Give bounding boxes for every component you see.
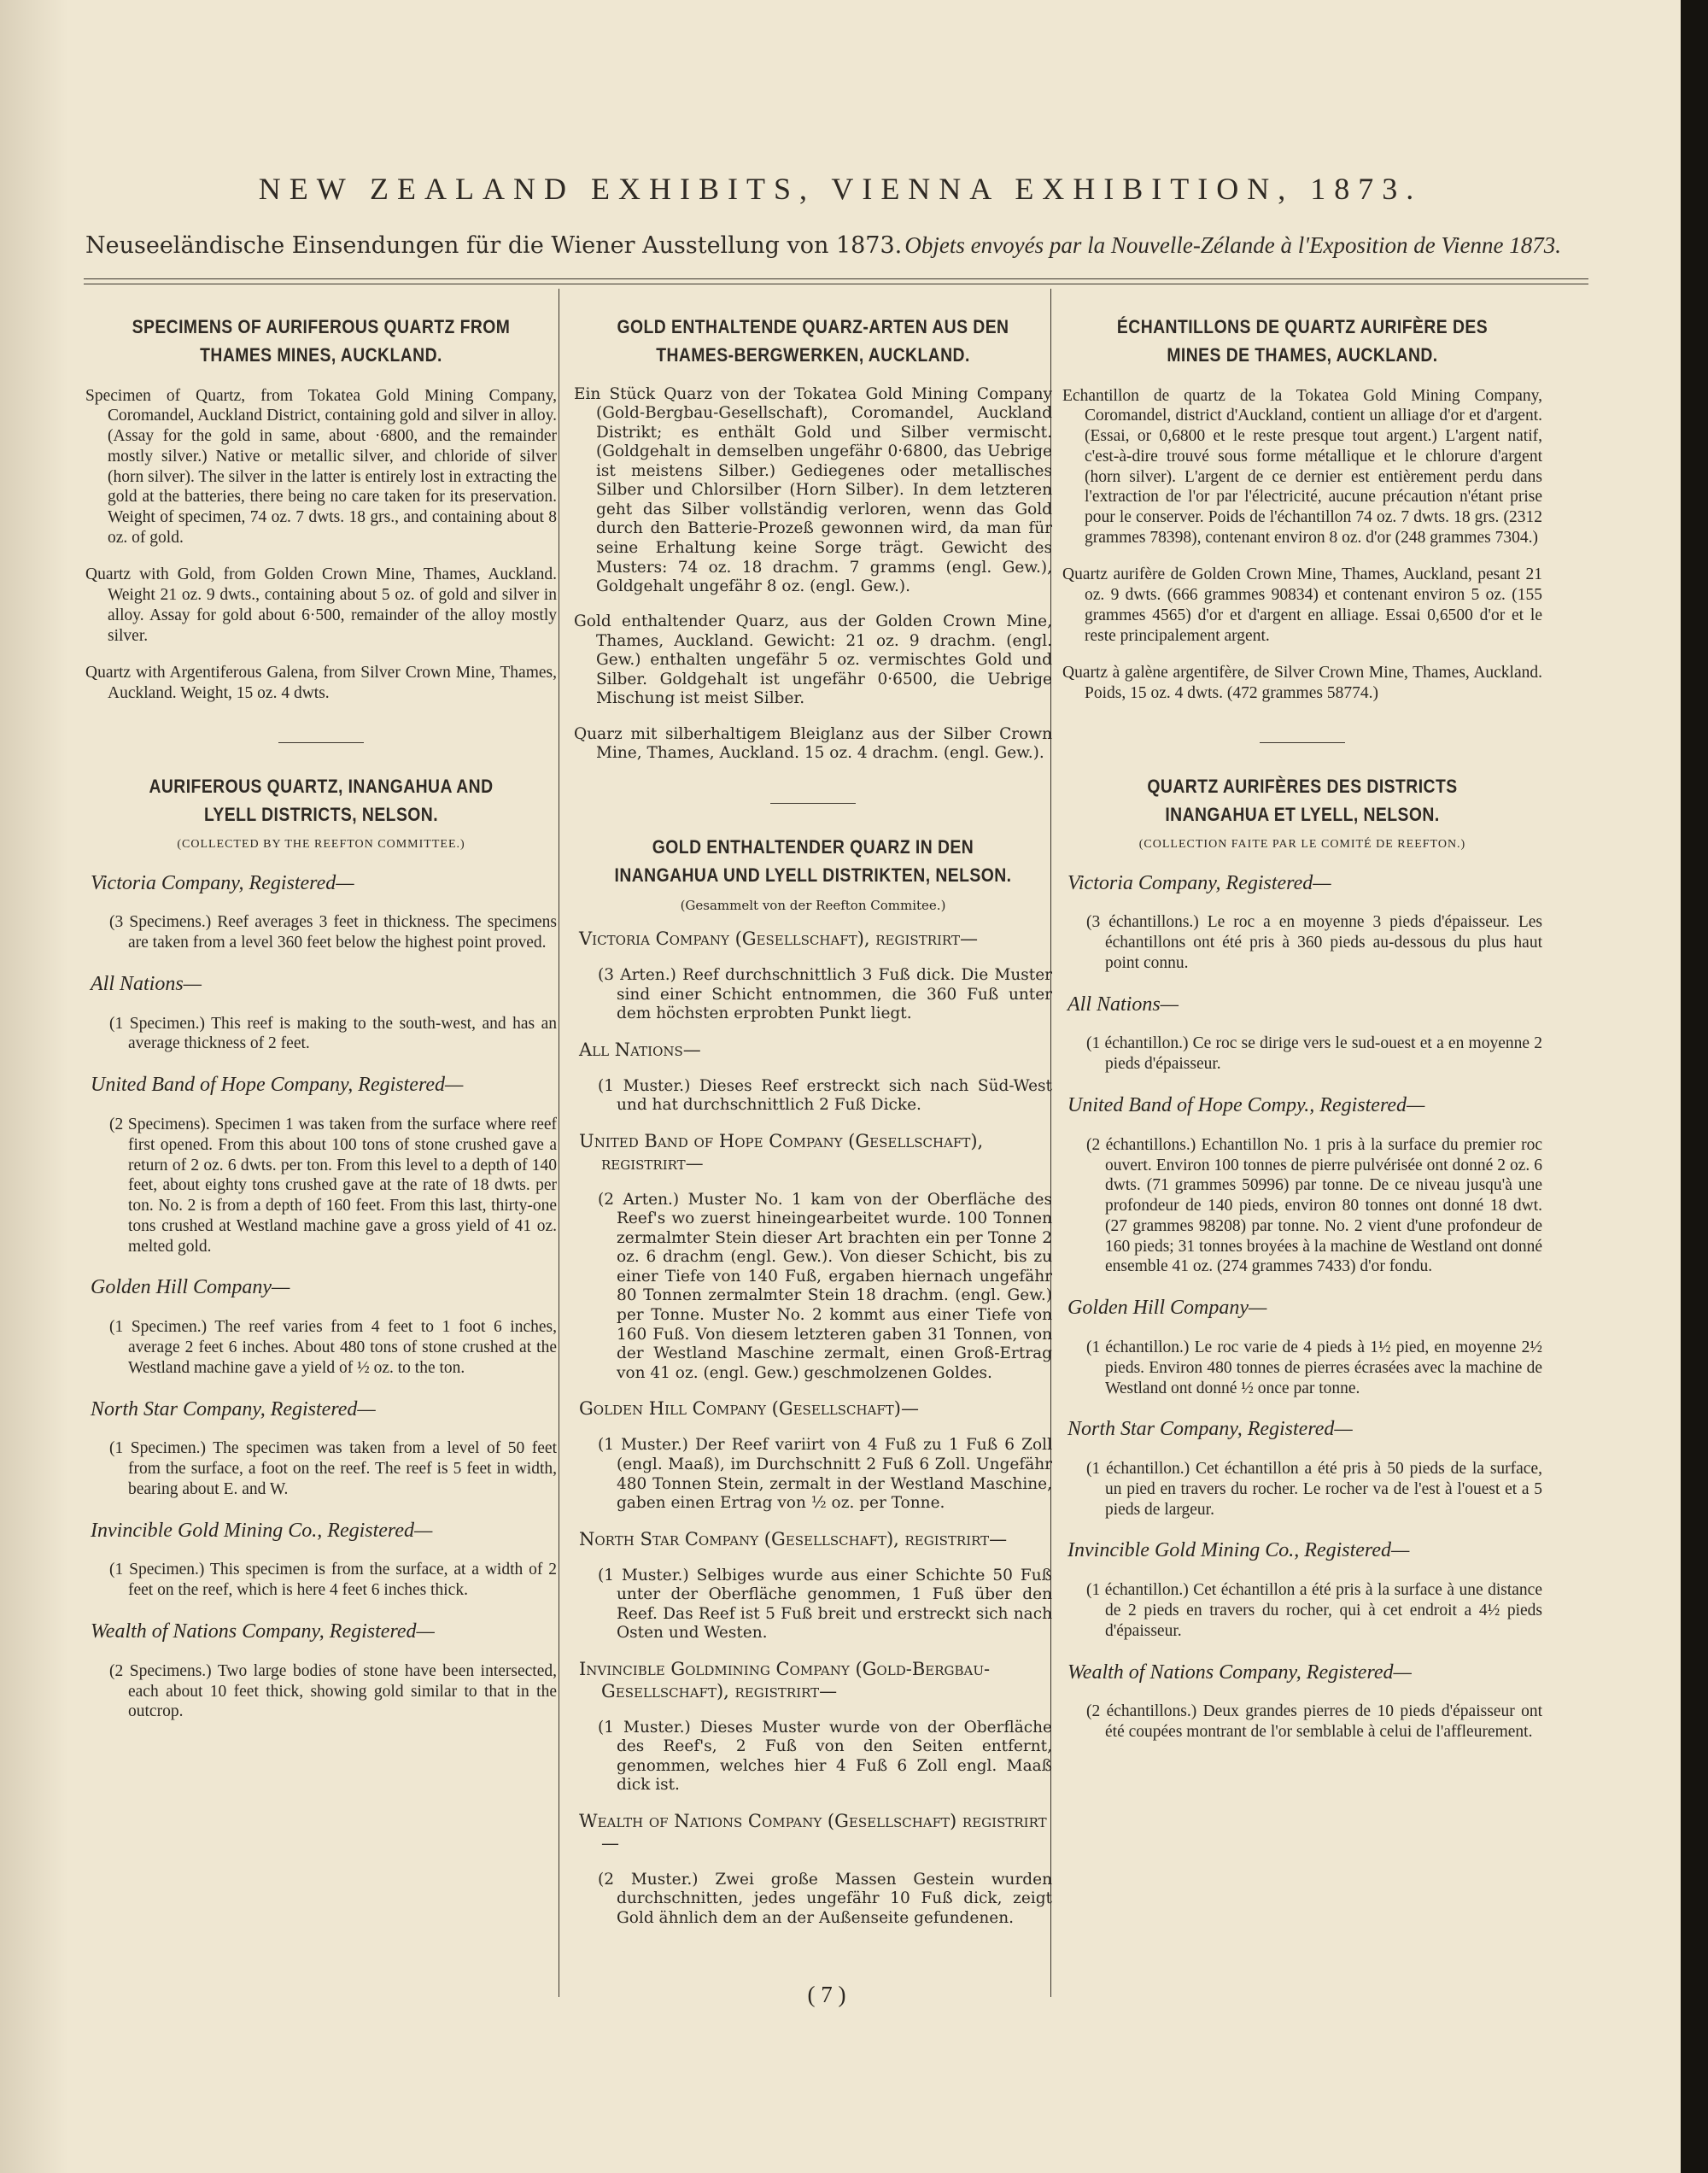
company-heading-golden-hill: Golden Hill Company (Gesellschaft)— (579, 1398, 919, 1420)
company-text-north-star: (1 Specimen.) The specimen was taken from a level of 50 feet from the surface, a foot on the reef. The reef is 5 feet in width, bearing about E. and W. (109, 1439, 557, 1498)
company-text-north-star: (1 Muster.) Selbiges wurde aus einer Schichte 50 Fuß unter der Oberfläche genommen, 1 Fuß über den Reef. Das Reef ist 5 Fuß breit und erstreckt sich nach Osten und Westen. (598, 1566, 1052, 1643)
company-text-all-nations: (1 Muster.) Dieses Reef erstreckt sich nach Süd-West und hat durchschnittlich 2 Fuß Dicke. (598, 1076, 1052, 1115)
company-text-golden-hill: (1 échantillon.) Le roc varie de 4 pieds à 1½ pied, en moyenne 2½ pieds. Environ 480 tonnes de pierres écrasées avec la machine de Westland ont donné ½ once par tonne. (1086, 1338, 1542, 1397)
section-divider (1260, 742, 1345, 743)
entry-tokatea: Echantillon de quartz de la Tokatea Gold Mining Company, Coromandel, district d'Auckland, contient un alliage d'or et d'argent. (Essai, or 0,6800 et le reste presque tout argent.) L'argent natif, c'est-à-dire trouvé sous forme métallique et le chlorure d'argent (horn silver). L'argent de ce dernier est entièrement perdu dans l'extraction de l'or par l'électricité, aucune précaution n'étant prise pour le conserver. Poids de l'échantillon 74 oz. 7 dwts. 18 grs. (2312 grammes 78398), contenant environ 8 oz. d'or (248 grammes 7304.) (1062, 386, 1542, 547)
entry-golden-crown: Quartz with Gold, from Golden Crown Mine, Thames, Auckland. Weight 21 oz. 9 dwts., containing about 5 oz. of gold and silver in alloy. Assay for gold about 6·500, remainder of the alloy mostly silver. (85, 565, 557, 645)
company-text-wealth-of-nations: (2 Specimens.) Two large bodies of stone have been intersected, each about 10 feet thick, showing gold similar to that in the outcrop. (109, 1661, 557, 1721)
collection-note: (COLLECTION FAITE PAR LE COMITÉ DE REEFTON.) (1138, 838, 1466, 852)
company-text-wealth-of-nations: (2 échantillons.) Deux grandes pierres de 10 pieds d'épaisseur ont été coupées montrant de l'or semblable à celui de l'affleurement. (1086, 1702, 1542, 1742)
company-heading-wealth-of-nations: Wealth of Nations Company, Registered— (91, 1620, 435, 1643)
company-text-victoria: (3 échantillons.) Le roc a en moyenne 3 pieds d'épaisseur. Les échantillons ont été pris à 360 pieds au-dessous du plus haut point connu. (1086, 913, 1542, 972)
company-text-band-of-hope: (2 Specimens). Specimen 1 was taken from the surface where reef first opened. From this about 100 tons of stone crushed gave a return of 2 oz. 6 dwts. per ton. From this level to a depth of 140 feet, about eighty tons crushed gave at the rate of 18 dwts. per ton. No. 2 is from a depth of 160 feet. From this last, thirty-one tons crushed at Westland machine gave a gross yield of 41 oz. melted gold. (109, 1115, 557, 1256)
collection-note: (Gesammelt von der Reefton Commitee.) (680, 897, 946, 913)
section-divider (278, 742, 364, 743)
company-heading-invincible: Invincible Gold Mining Co., Registered— (1068, 1539, 1410, 1562)
collection-note: (COLLECTED BY THE REEFTON COMMITTEE.) (177, 838, 465, 852)
subtitle-french: Objets envoyés par la Nouvelle-Zélande à l'Exposition de Vienne 1873. (904, 232, 1561, 258)
company-heading-all-nations: All Nations— (91, 972, 202, 995)
company-text-wealth-of-nations: (2 Muster.) Zwei große Massen Gestein wurden durchschnitten, jedes ungefähr 10 Fuß dick, zeigt Gold ähnlich dem an der Außenseite gefundenen. (598, 1870, 1052, 1927)
company-text-invincible: (1 échantillon.) Cet échantillon a été pris à la surface à une distance de 2 pieds en travers du rocher, qui à cet endroit a 4½ pieds d'épaisseur. (1086, 1581, 1542, 1640)
book-spine-edge (1681, 0, 1708, 2173)
page-number: ( 7 ) (807, 1982, 846, 2007)
company-text-golden-hill: (1 Specimen.) The reef varies from 4 feet to 1 foot 6 inches, average 2 feet 6 inches. About 480 tons of stone crushed at the Westland machine gave a yield of ½ oz. to the ton. (109, 1318, 557, 1377)
company-heading-victoria: Victoria Company (Gesellschaft), registrirt— (579, 928, 978, 949)
company-heading-golden-hill: Golden Hill Company— (1068, 1297, 1267, 1320)
german-column (574, 304, 1052, 1940)
company-heading-north-star: North Star Company, Registered— (91, 1397, 376, 1420)
company-text-band-of-hope: (2 échantillons.) Echantillon No. 1 pris à la surface du premier roc ouvert. Environ 100 tonnes de pierre pulvérisée ont donné 2 oz. 6 dwts. (71 grammes 50996) par tonne. De ce niveau jusqu'à une profondeur de 140 pieds, environ 80 tonnes ont donné 18 dwt. (27 grammes 98208) par tonne. No. 2 vient d'une profondeur de 160 pieds; 31 tonnes broyées à la machine de Westland ont donné ensemble 41 oz. (274 grammes 7433) d'or fondu. (1086, 1135, 1542, 1276)
company-text-north-star: (1 échantillon.) Cet échantillon a été pris à 50 pieds de la surface, un pied en travers du rocher. Le rocher va de l'est à l'ouest et a 5 pieds de largeur. (1086, 1460, 1542, 1519)
company-text-invincible: (1 Muster.) Dieses Muster wurde von der Oberfläche des Reef's, 2 Fuß von den Seiten entfernt, genommen, welches hier 4 Fuß 6 Zoll engl. Maaß dick ist. (598, 1718, 1052, 1795)
company-heading-all-nations: All Nations— (1068, 993, 1179, 1016)
entry-silver-crown: Quartz à galène argentifère, de Silver Crown Mine, Thames, Auckland. Poids, 15 oz. 4 dwts. (472 grammes 58774.) (1062, 663, 1542, 702)
company-heading-invincible: Invincible Goldmining Company (Gold-Bergbau-Gesellschaft), registrirt— (579, 1659, 991, 1702)
entry-tokatea: Specimen of Quartz, from Tokatea Gold Mining Company, Coromandel, Auckland District, containing gold and silver in alloy. (Assay for the gold in same, about ·6800, and the remainder mostly silver.) Native or metallic silver, and chloride of silver (horn silver). The silver in the latter is entirely lost in extracting the gold at the batteries, there being no care taken for its preservation. Weight of specimen, 74 oz. 7 dwts. 18 grs., and containing about 8 oz. of gold. (85, 386, 557, 547)
section-title-thames: ÉCHANTILLONS DE QUARTZ AURIFÈRE DES MINES DE THAMES, AUCKLAND. (1116, 316, 1489, 366)
company-text-golden-hill: (1 Muster.) Der Reef variirt von 4 Fuß zu 1 Fuß 6 Zoll (engl. Maaß), im Durchschnitt 2 Fuß 6 Zoll. Ungefähr 480 Tonnen Stein, zermalt in der Westland Maschine, gaben einen Ertrag von ½ oz. per Tonne. (598, 1436, 1052, 1513)
french-column (1062, 304, 1542, 1754)
section-title-inangahua: AURIFEROUS QUARTZ, INANGAHUA AND LYELL DISTRICTS, NELSON. (149, 776, 494, 826)
company-heading-victoria: Victoria Company, Registered— (1068, 871, 1331, 894)
company-heading-wealth-of-nations: Wealth of Nations Company, Registered— (1068, 1660, 1412, 1684)
company-heading-band-of-hope: United Band of Hope Company (Gesellschaft), registrirt— (579, 1130, 984, 1174)
entry-silver-crown: Quarz mit silberhaltigem Bleiglanz aus der Silber Crown Mine, Thames, Auckland. 15 oz. 4 drachm. (engl. Gew.). (574, 724, 1052, 763)
section-title-inangahua: QUARTZ AURIFÈRES DES DISTRICTS INANGAHUA ET LYELL, NELSON. (1147, 776, 1458, 826)
page-title: NEW ZEALAND EXHIBITS, VIENNA EXHIBITION, 1873. (258, 172, 1423, 206)
section-title-thames: SPECIMENS OF AURIFEROUS QUARTZ FROM THAMES MINES, AUCKLAND. (132, 316, 511, 366)
section-divider (770, 803, 856, 804)
company-heading-north-star: North Star Company, Registered— (1068, 1418, 1353, 1441)
company-heading-band-of-hope: United Band of Hope Compy., Registered— (1068, 1093, 1425, 1116)
section-title-thames: GOLD ENTHALTENDE QUARZ-ARTEN AUS DEN THAMES-BERGWERKEN, AUCKLAND. (617, 316, 1009, 366)
company-heading-golden-hill: Golden Hill Company— (91, 1276, 290, 1299)
company-heading-north-star: North Star Company (Gesellschaft), registrirt— (579, 1528, 1008, 1549)
entry-silver-crown: Quartz with Argentiferous Galena, from Silver Crown Mine, Thames, Auckland. Weight, 15 oz. 4 dwts. (85, 663, 557, 702)
company-heading-all-nations: All Nations— (579, 1039, 701, 1060)
company-heading-invincible: Invincible Gold Mining Co., Registered— (91, 1519, 433, 1542)
company-text-victoria: (3 Arten.) Reef durchschnittlich 3 Fuß dick. Die Muster sind einer Schicht entnommen, die 360 Fuß unter dem höchsten erprobten Punkt liegt. (598, 966, 1052, 1023)
subtitle-german: Neuseeländische Einsendungen für die Wiener Ausstellung von 1873. (85, 232, 903, 259)
company-text-band-of-hope: (2 Arten.) Muster No. 1 kam von der Oberfläche des Reef's wo zuerst hineingearbeitet wurde. 100 Tonnen zermalmter Stein dieser Art brachten ein per Tonne 2 oz. 6 drachm (engl. Gew.). Von dieser Schicht, bis zu einer Tiefe von 140 Fuß, ergaben hiernach ungefähr 80 Tonnen zermalmter Stein 18 drachm. (engl. Gew.) per Tonne. Muster No. 2 kommt aus einer Tiefe von 160 Fuß. Von diesem letzteren gaben 31 Tonnen, von der Westland Maschine zermalt, einen Groß-Ertrag von 41 oz. (engl. Gew.) geschmolzenen Goldes. (598, 1190, 1052, 1382)
entry-tokatea: Ein Stück Quarz von der Tokatea Gold Mining Company (Gold-Bergbau-Gesellschaft), Coromandel, Auckland Distrikt; es enthält Gold und Silber vermischt. (Goldgehalt in demselben ungefähr 0·6800, das Uebrige ist meistens Silber.) Gediegenes oder metallisches Silber und Chlorsilber (Horn Silber). In dem letzteren geht das Silber vollständig verloren, wenn das Gold durch den Batterie-Prozeß gewonnen wird, da man für seine Erhaltung keine Sorge trägt. Gewicht des Musters: 74 oz. 18 drachm. 7 gramms (engl. Gew.), Goldgehalt ungefähr 8 oz. (engl. Gew.). (574, 384, 1052, 596)
header-rule-top (84, 278, 1588, 279)
entry-golden-crown: Gold enthaltender Quarz, aus der Golden Crown Mine, Thames, Auckland. Gewicht: 21 oz. 9 drachm. (engl. Gew.) enthalten ungefähr 5 oz. vermischtes Gold und Silber. Goldgehalt ist ungefähr 0·6500, die Uebrige Mischung ist meist Silber. (574, 612, 1052, 708)
section-title-inangahua: GOLD ENTHALTENDER QUARZ IN DEN INANGAHUA UND LYELL DISTRIKTEN, NELSON. (614, 835, 1012, 886)
company-text-victoria: (3 Specimens.) Reef averages 3 feet in thickness. The specimens are taken from a level 360 feet below the highest point proved. (109, 913, 557, 952)
company-heading-band-of-hope: United Band of Hope Company, Registered— (91, 1074, 464, 1097)
company-heading-wealth-of-nations: Wealth of Nations Company (Gesellschaft) registrirt— (579, 1810, 1047, 1854)
company-text-all-nations: (1 Specimen.) This reef is making to the south-west, and has an average thickness of 2 feet. (109, 1014, 557, 1053)
entry-golden-crown: Quartz aurifère de Golden Crown Mine, Thames, Auckland, pesant 21 oz. 9 dwts. (666 grammes 90834) et contenant environ 5 oz. (155 grammes 4565) d'or et d'argent en alliage. Essai 0,6500 d'or et le reste principalement argent. (1062, 565, 1542, 645)
company-text-invincible: (1 Specimen.) This specimen is from the surface, at a width of 2 feet on the reef, which is here 4 feet 6 inches thick. (109, 1561, 557, 1600)
company-text-all-nations: (1 échantillon.) Ce roc se dirige vers le sud-ouest et a en moyenne 2 pieds d'épaisseur. (1086, 1034, 1542, 1074)
company-heading-victoria: Victoria Company, Registered— (91, 871, 354, 894)
english-column (85, 304, 557, 1734)
